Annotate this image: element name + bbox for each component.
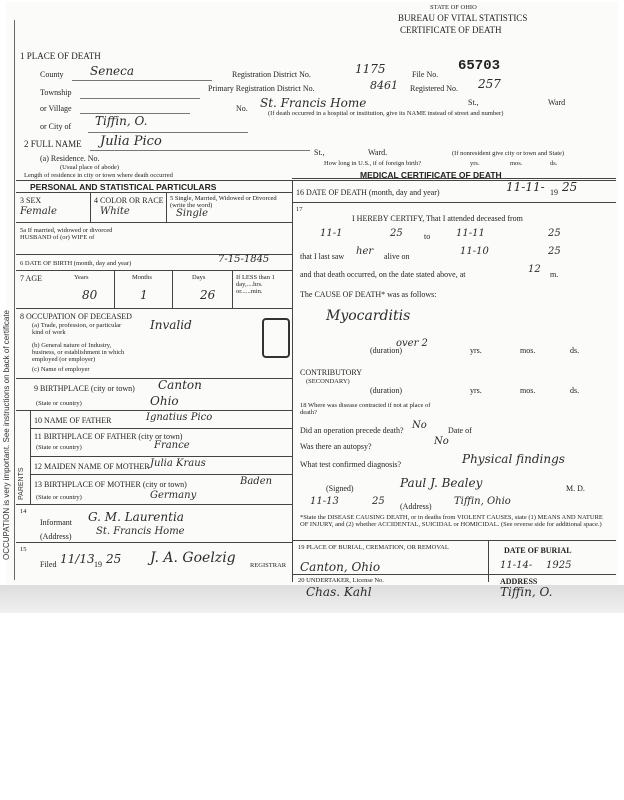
age-years-value: 80: [82, 288, 98, 302]
undertaker-address-value: Tiffin, O.: [500, 585, 553, 599]
contrib-yrs: yrs.: [470, 386, 482, 395]
contrib-ds: ds.: [570, 386, 580, 395]
nonresident-note: (If nonresident give city or town and State): [452, 150, 565, 157]
street-st-label: St.,: [468, 98, 479, 107]
hospital-note: (If death occurred in a hospital or institution, give its NAME instead of street and number): [268, 110, 504, 117]
us-mos-label: mos.: [510, 160, 523, 167]
burial-date-label: DATE OF BURIAL: [504, 546, 572, 555]
age-divider-1: [114, 270, 115, 308]
undertaker-label: 20 UNDERTAKER, License No.: [298, 577, 384, 584]
city-line: [88, 132, 248, 133]
where-contracted-label: 18 Where was disease contracted if not at place of death?: [300, 402, 431, 416]
age-years-label: Years: [74, 274, 89, 281]
burial-label: 19 PLACE OF BURIAL, CREMATION, OR REMOVAL: [298, 544, 449, 551]
birthplace-state-value: Ohio: [150, 394, 179, 408]
father-label: 10 NAME OF FATHER: [34, 416, 112, 425]
occupation-c-label: (c) Name of employer: [32, 366, 90, 373]
signed-label: (Signed): [326, 484, 354, 493]
death-time-value: 12: [528, 264, 541, 275]
registered-value: 257: [478, 77, 501, 91]
birth-value: 7-15-1845: [218, 254, 270, 265]
mother-bp-label: 13 BIRTHPLACE OF MOTHER (city or town): [34, 480, 187, 489]
death-date-label: 16 DATE OF DEATH (month, day and year): [296, 188, 440, 197]
physician-address-label: (Address): [400, 502, 432, 511]
row-line-5: [16, 378, 292, 379]
contrib-duration-label: (duration): [370, 386, 402, 395]
age-days-label: Days: [192, 274, 206, 281]
marital-value: Single: [176, 208, 209, 219]
undertaker-line: [292, 574, 616, 575]
full-name-value: Julia Pico: [100, 134, 162, 149]
left-margin-line: [14, 20, 15, 580]
county-label: County: [40, 70, 64, 79]
row-line-7: [30, 428, 292, 429]
personal-heading: PERSONAL AND STATISTICAL PARTICULARS: [30, 182, 217, 192]
us-yrs-label: yrs.: [470, 160, 480, 167]
how-long-us-note: How long in U.S., if of foreign birth?: [324, 160, 422, 167]
margin-instruction-text: OCCUPATION is very important. See instructions on back of certificate: [2, 309, 11, 560]
duration-value: over 2: [396, 338, 428, 349]
last-saw-label: that I last saw: [300, 252, 345, 261]
occupation-label: 8 OCCUPATION OF DECEASED: [20, 312, 132, 321]
autopsy-value: No: [434, 436, 449, 447]
father-value: Ignatius Pico: [146, 412, 213, 423]
county-line: [72, 80, 212, 81]
burial-divider: [488, 540, 489, 582]
color-label: 4 COLOR OR RACE: [94, 196, 164, 205]
duration-ds: ds.: [570, 346, 580, 355]
informant-label: Informant: [40, 518, 72, 527]
grid-center-divider: [292, 180, 293, 582]
operation-label: Did an operation precede death?: [300, 426, 404, 435]
to-label: to: [424, 232, 431, 241]
age-days-value: 26: [200, 288, 216, 302]
reg-district-value: 1175: [355, 62, 386, 76]
file-no-label: File No.: [412, 70, 439, 79]
institution-value: St. Francis Home: [260, 96, 367, 110]
autopsy-label: Was there an autopsy?: [300, 442, 372, 451]
contributory-label: CONTRIBUTORY: [300, 368, 363, 377]
mother-bp-city-value: Baden: [240, 476, 273, 487]
full-name-line: [90, 150, 310, 151]
informant-value: G. M. Laurentia: [88, 510, 184, 524]
attended-to-year: 25: [548, 228, 561, 239]
sex-label: 3 SEX: [20, 196, 42, 205]
test-label: What test confirmed diagnosis?: [300, 460, 402, 469]
parents-divider: [30, 410, 31, 504]
residence-ward-label: Ward.: [368, 148, 388, 157]
death-occurred-label: and that death occurred, on the date stated above, at: [300, 270, 466, 279]
registered-label: Registered No.: [410, 84, 458, 93]
us-ds-label: ds.: [550, 160, 558, 167]
undertaker-address-label: ADDRESS: [500, 577, 538, 586]
cause-label: The CAUSE OF DEATH* was as follows:: [300, 290, 437, 299]
residence-label: (a) Residence. No.: [40, 154, 100, 163]
age-months-label: Months: [132, 274, 152, 281]
mother-label: 12 MAIDEN NAME OF MOTHER: [34, 462, 150, 471]
city-label: or City of: [40, 122, 72, 131]
birth-label: 6 DATE OF BIRTH (month, day and year): [20, 260, 132, 267]
length-residence-note: Length of residence in city or town where death occurred: [24, 172, 173, 179]
burial-top-line: [292, 540, 616, 541]
filed-year-prefix: 19: [94, 560, 102, 569]
sex-value: Female: [20, 206, 57, 217]
mother-bp-state-value: Germany: [150, 490, 197, 501]
primary-reg-value: 8461: [370, 79, 398, 92]
burial-place-value: Canton, Ohio: [300, 560, 381, 574]
marital-label: 5 Single, Married, Widowed or Divorced (write the word): [170, 195, 277, 209]
spouse-label: 5a If married, widowed or divorced HUSBAND of (or) WIFE of: [20, 227, 113, 241]
informant-num: 14: [20, 508, 27, 515]
county-value: Seneca: [90, 64, 135, 78]
occupation-b-label: (b) General nature of Industry, business, or establishment in which employed (or employer): [32, 342, 125, 363]
medical-heading: MEDICAL CERTIFICATE OF DEATH: [360, 170, 502, 180]
attended-from-value: 11-1: [320, 228, 343, 239]
certify-text: I HEREBY CERTIFY, That I attended deceased from: [352, 214, 523, 223]
mother-value: Julia Kraus: [150, 458, 206, 469]
father-bp-label: 11 BIRTHPLACE OF FATHER (city or town): [34, 432, 183, 441]
last-saw-year: 25: [548, 246, 561, 257]
birthplace-label: 9 BIRTHPLACE (city or town): [34, 384, 135, 393]
attended-from-year: 25: [390, 228, 403, 239]
md-label: M. D.: [566, 484, 585, 493]
reg-district-label: Registration District No.: [232, 70, 311, 79]
color-divider: [166, 192, 167, 222]
township-line: [80, 98, 200, 99]
death-ampm-value: m.: [550, 270, 559, 279]
informant-address-value: St. Francis Home: [96, 526, 185, 537]
state-header: STATE OF OHIO: [430, 4, 477, 11]
place-ward-label: Ward: [548, 98, 566, 107]
attended-to-value: 11-11: [456, 228, 485, 239]
left-heading-line: [16, 192, 292, 193]
row-line-6: [16, 410, 292, 411]
age-divider-3: [232, 270, 233, 308]
color-value: White: [100, 206, 130, 217]
row-line-3: [16, 270, 292, 271]
place-of-death-label: 1 PLACE OF DEATH: [20, 51, 101, 61]
registrar-label: REGISTRAR: [250, 562, 287, 569]
signed-date-value: 11-13: [310, 496, 339, 507]
filed-date-value: 11/13: [60, 552, 95, 566]
cause-value: Myocarditis: [326, 308, 411, 324]
burial-date-value: 11-14-: [500, 560, 533, 571]
full-name-label: 2 FULL NAME: [24, 139, 82, 149]
if-less-note: If LESS than 1 day,....hrs. or......min.: [236, 274, 275, 295]
birthplace-state-label: (State or country): [36, 400, 82, 407]
city-value: Tiffin, O.: [95, 114, 148, 128]
father-bp-state-label: (State or country): [36, 444, 82, 451]
age-months-value: 1: [140, 288, 148, 302]
certificate-title: CERTIFICATE OF DEATH: [400, 25, 502, 35]
age-divider-2: [172, 270, 173, 308]
physician-address-value: Tiffin, Ohio: [454, 496, 511, 507]
row-line-9: [30, 474, 292, 475]
secondary-label: (SECONDARY): [306, 378, 350, 385]
signed-year-value: 25: [372, 496, 385, 507]
row-line-10: [16, 504, 292, 505]
duration-mos: mos.: [520, 346, 536, 355]
filed-year-value: 25: [106, 552, 122, 566]
primary-reg-label: Primary Registration District No.: [208, 84, 315, 93]
file-no-value: 65703: [458, 58, 501, 74]
duration-yrs: yrs.: [470, 346, 482, 355]
residence-st-label: St.,: [314, 148, 325, 157]
village-label: or Village: [40, 104, 72, 113]
cause-footnote: *State the DISEASE CAUSING DEATH, or in deaths from VIOLENT CAUSES, state (1) MEANS AND NATURE OF INJURY, and (2) whether ACCIDENTAL, SUICIDAL or HOMICIDAL. (See reverse side for additional space.): [300, 514, 603, 528]
last-saw-date: 11-10: [460, 246, 489, 257]
mother-bp-state-label: (State or country): [36, 494, 82, 501]
date-of-label: Date of: [448, 426, 472, 435]
stamp-mark: [262, 318, 290, 358]
row-line-8: [30, 456, 292, 457]
physician-signature: Paul J. Bealey: [400, 476, 483, 490]
operation-value: No: [412, 420, 427, 431]
death-year-value: 25: [562, 180, 578, 194]
occupation-a-label: (a) Trade, profession, or particular kind of work: [32, 322, 122, 336]
filed-num: 15: [20, 546, 27, 553]
duration-label: (duration): [370, 346, 402, 355]
row-line-11: [16, 542, 292, 543]
death-date-value: 11-11-: [506, 180, 545, 194]
burial-year-value: 1925: [546, 560, 572, 571]
age-label: 7 AGE: [20, 274, 42, 283]
certify-num: 17: [296, 206, 303, 213]
filed-label: Filed: [40, 560, 57, 569]
last-saw-pronoun: her: [356, 246, 374, 257]
occupation-value: Invalid: [150, 318, 192, 332]
undertaker-value: Chas. Kahl: [306, 585, 372, 599]
bureau-header: BUREAU OF VITAL STATISTICS: [398, 13, 528, 23]
street-no-label: No.: [236, 104, 248, 113]
usual-place-note: (Usual place of abode): [60, 164, 120, 171]
row-line-4: [16, 308, 292, 309]
birthplace-city-value: Canton: [158, 378, 202, 392]
row-line-1: [16, 222, 292, 223]
informant-address-label: (Address): [40, 532, 72, 541]
township-label: Township: [40, 88, 72, 97]
death-year-prefix: 19: [550, 188, 558, 197]
sex-divider: [90, 192, 91, 222]
alive-on-label: alive on: [384, 252, 410, 261]
father-bp-state-value: France: [154, 440, 190, 451]
test-value: Physical findings: [462, 452, 565, 466]
death-date-line: [292, 202, 616, 203]
registrar-signature: J. A. Goelzig: [150, 550, 236, 566]
contrib-mos: mos.: [520, 386, 536, 395]
parents-label: PARENTS: [18, 467, 25, 500]
